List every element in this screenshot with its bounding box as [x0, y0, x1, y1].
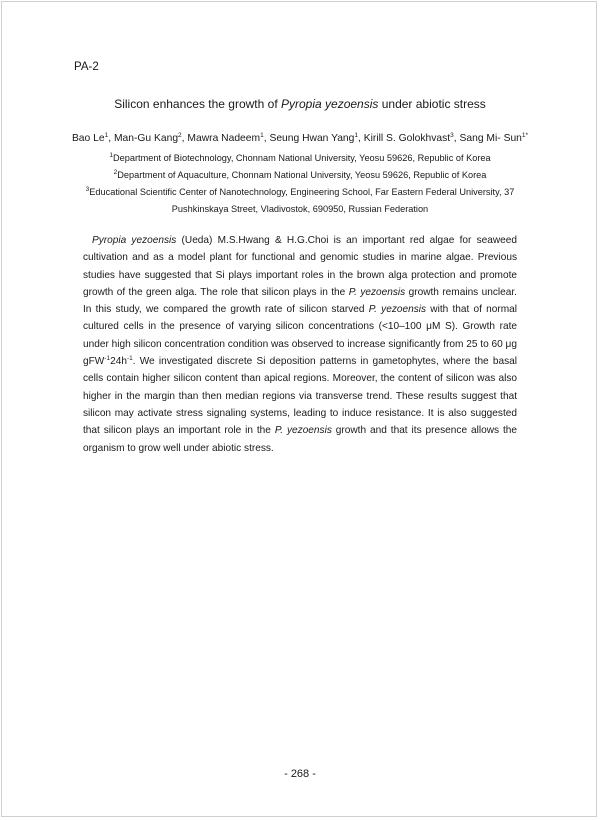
- affiliation-num: 3: [85, 186, 90, 193]
- abstract-text: 24h: [110, 356, 127, 368]
- abstract-text: (Ueda) M.S.Hwang & H.G.Choi is an important red algae for seaweed cultivation and as a model plant for functional and genomic studies in marine algae. Previous studies have suggested that Si plays important roles in the brown alga protection and promote growth of the green alga. The role that silicon plays in the: [83, 235, 517, 298]
- affiliation-3: [60, 184, 540, 201]
- author: Kirill S. Golokhvast: [363, 133, 451, 144]
- species-name: Pyropia yezoensis: [92, 235, 177, 246]
- affiliation-1: [60, 150, 540, 167]
- affiliation-num: 2: [113, 169, 118, 176]
- species-name: P. yezoensis: [368, 304, 427, 316]
- affiliation-text: Educational Scientific Center of Nanotechnology, Engineering School, Far Eastern Federal University, 37: [89, 187, 515, 197]
- page-number: - 268 -: [284, 768, 316, 780]
- abstract-text: growth remains unclear. In this study, we compared the growth rate of silicon starved: [83, 286, 517, 316]
- affiliation-num: 1: [109, 152, 114, 159]
- session-code: PA-2: [74, 61, 99, 73]
- title-species: Pyropia yezoensis: [281, 97, 379, 111]
- affiliation-text: Department of Aquaculture, Chonnam National University, Yeosu 59626, Republic of Korea: [117, 170, 487, 180]
- affiliation-3-cont: Pushkinskaya Street, Vladivostok, 690950, Russian Federation: [171, 204, 429, 214]
- author-aff: 1: [104, 132, 109, 139]
- affiliation-list: [60, 150, 540, 218]
- author-aff: 1: [260, 132, 264, 139]
- paper-title: [0, 97, 600, 111]
- title-post: under abiotic stress: [378, 97, 486, 111]
- author: Sang Mi- Sun: [459, 133, 522, 144]
- author: Seung Hwan Yang: [269, 133, 355, 144]
- abstract-text: growth and that its presence allows the organism to grow well under abiotic stress.: [83, 425, 517, 454]
- unit-exponent: -1: [104, 355, 111, 363]
- title-pre: Silicon enhances the growth of: [114, 97, 281, 111]
- abstract-text: . We investigated discrete Si deposition patterns in gametophytes, where the basal cells contain higher silicon content than apical regions. Moreover, the content of silicon was also higher in the margin than then median regions via transverse trend. These results suggest that silicon may activate stress signaling systems, leading to induce resistance. It is also suggested that silicon plays an important role in the: [83, 356, 517, 437]
- affiliation-text: Department of Biotechnology, Chonnam National University, Yeosu 59626, Republic of Korea: [113, 153, 491, 163]
- author-aff: 2: [178, 132, 182, 139]
- abstract-body: [83, 232, 517, 457]
- author-list: Bao Le$^1$, Man-Gu Kang$^2$, Mawra Nadeem$^1$, Seung Hwan Yang$^1$, Kirill S. Golokhvast$^3$, Sang Mi- Sun$^{1*}$: [71, 132, 529, 144]
- affiliation-2: [60, 167, 540, 184]
- author: Bao Le: [71, 133, 105, 144]
- author-aff: 3: [450, 132, 454, 139]
- abstract-text: with that of normal cultured cells in the presence of varying silicon concentrations (<10–100 μM S). Growth rate under high silicon concentration condition was observed to increase significantly from 25 to 60 μg gFW: [83, 304, 517, 368]
- species-name: P. yezoensis: [348, 286, 406, 298]
- author-aff: 1: [354, 132, 358, 139]
- species-name: P. yezoensis: [274, 425, 332, 437]
- author: Mawra Nadeem: [187, 133, 261, 144]
- author-aff: 1*: [521, 132, 529, 139]
- author: Man-Gu Kang: [113, 133, 179, 144]
- unit-exponent: -1: [126, 355, 133, 363]
